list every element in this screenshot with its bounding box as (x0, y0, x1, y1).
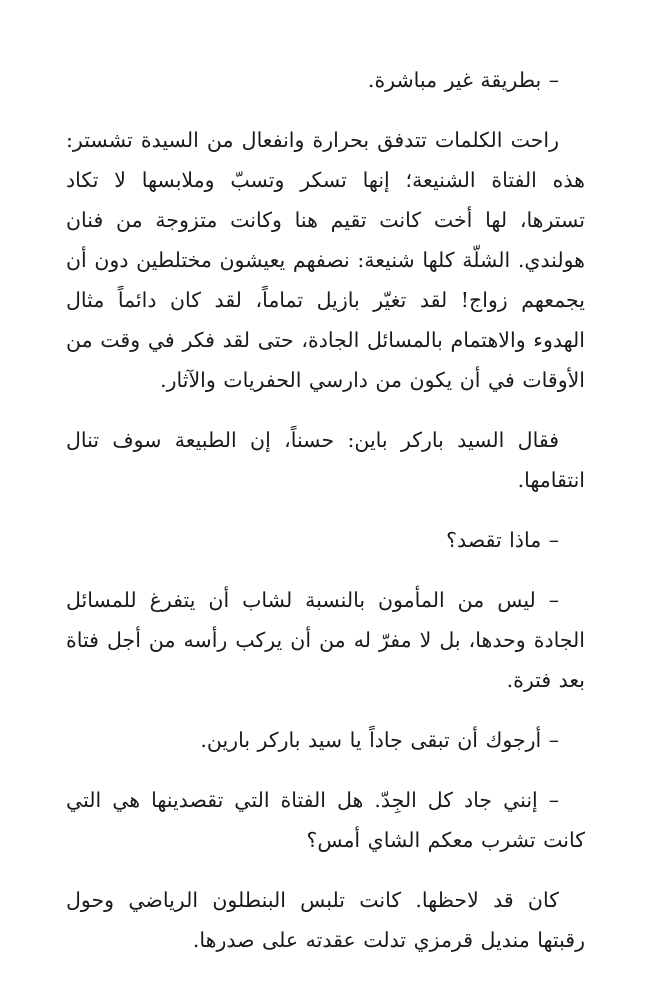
paragraph-7: – إنني جاد كل الجِدّ. هل الفتاة التي تقصدينها هي التي كانت تشرب معكم الشاي أمس؟ (66, 788, 585, 852)
paragraph-6: – أرجوك أن تبقى جاداً يا سيد باركر بارين. (200, 728, 559, 752)
paragraph-8: كان قد لاحظها. كانت تلبس البنطلون الرياضي وحول رقبتها منديل قرمزي تدلت عقدته على صدرها. (66, 888, 585, 952)
paragraph-4: – ماذا تقصد؟ (446, 528, 559, 552)
book-page (66, 60, 585, 980)
paragraph-1: – بطريقة غير مباشرة. (367, 68, 559, 92)
paragraph-5: – ليس من المأمون بالنسبة لشاب أن يتفرغ للمسائل الجادة وحدها، بل لا مفرّ له من أن يركب رأسه من أجل فتاة بعد فترة. (66, 588, 585, 692)
paragraph-2: راحت الكلمات تتدفق بحرارة وانفعال من السيدة تشستر: هذه الفتاة الشنيعة؛ إنها تسكر وتسبّ وملابسها لا تكاد تسترها، لها أخت كانت تقيم هنا وكانت متزوجة من فنان هولندي. الشلّة كلها شنيعة: نصفهم يعيشون مختلطين دون أن يجمعهم زواج! لقد تغيّر بازيل تماماً، لقد كان دائماً مثال الهدوء والاهتمام بالمسائل الجادة، حتى لقد فكر في وقت من الأوقات في أن يكون من دارسي الحفريات والآثار. (66, 128, 585, 392)
paragraph-3: فقال السيد باركر باين: حسناً، إن الطبيعة سوف تنال انتقامها. (66, 428, 585, 492)
